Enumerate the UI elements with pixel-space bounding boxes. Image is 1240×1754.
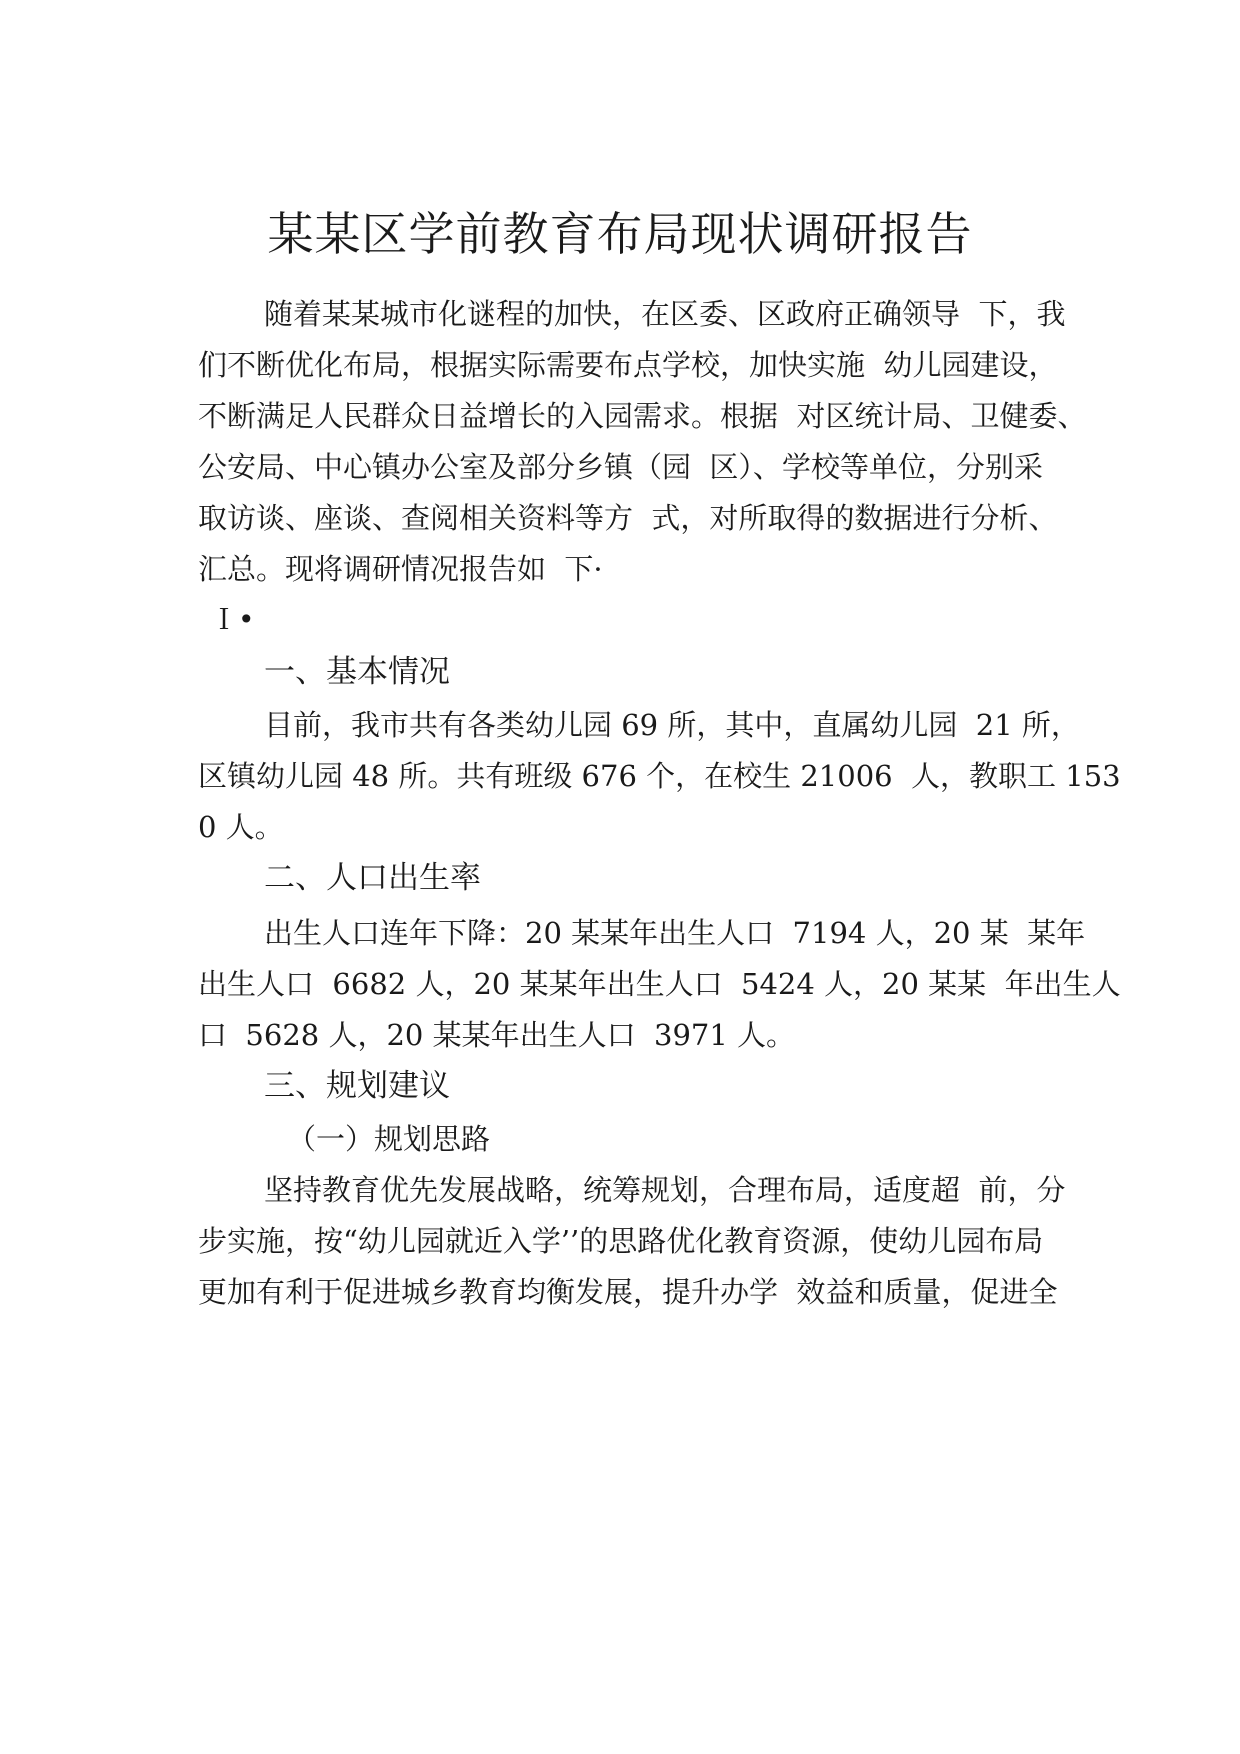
section1-line-2: 区镇幼儿园 48 所。共有班级 676 个，在校生 21006 人，教职工 153 [198,759,1121,793]
intro-line-6: 汇总。现将调研情况报告如 下· [198,552,603,586]
intro-line-5: 取访谈、座谈、查阅相关资料等方 式，对所取得的数据进行分析、 [198,501,1058,535]
section2-line-1: 出生人口连年下降：20 某某年出生人口 7194 人，20 某 某年 [264,916,1086,950]
intro-line-1: 随着某某城市化谜程的加快，在区委、区政府正确领导 下，我 [264,297,1066,331]
subsection-heading-planning-ideas: （一）规划思路 [287,1122,491,1156]
section-heading-birth-rate: 二、人口出生率 [264,860,481,896]
intro-line-4: 公安局、中心镇办公室及部分乡镇（园 区）、学校等单位，分别采 [198,450,1043,484]
section3-line-2: 步实施，按“幼儿园就近入学’’的思路优化教育资源，使幼儿园布局 [198,1224,1044,1258]
intro-line-2: 们不断优化布局，根据实际需要布点学校，加快实施 幼儿园建设， [198,348,1058,382]
section3-line-1: 坚持教育优先发展战略，统筹规划，合理布局，适度超 前，分 [264,1173,1066,1207]
section2-line-3: 口 5628 人，20 某某年出生人口 3971 人。 [198,1018,796,1052]
document-title: 某某区学前教育布局现状调研报告 [267,207,973,261]
list-marker: Ｉ• [210,603,255,636]
section1-line-1: 目前，我市共有各类幼儿园 69 所，其中，直属幼儿园 21 所， [264,708,1080,742]
section-heading-planning: 三、规划建议 [264,1068,450,1104]
intro-line-3: 不断满足人民群众日益增长的入园需求。根据 对区统计局、卫健委、 [198,399,1087,433]
section1-line-3: 0 人。 [198,810,284,844]
section-heading-basic-info: 一、基本情况 [264,654,450,690]
section2-line-2: 出生人口 6682 人，20 某某年出生人口 5424 人，20 某某 年出生人 [198,967,1121,1001]
section3-line-3: 更加有利于促进城乡教育均衡发展，提升办学 效益和质量，促进全 [198,1275,1058,1309]
